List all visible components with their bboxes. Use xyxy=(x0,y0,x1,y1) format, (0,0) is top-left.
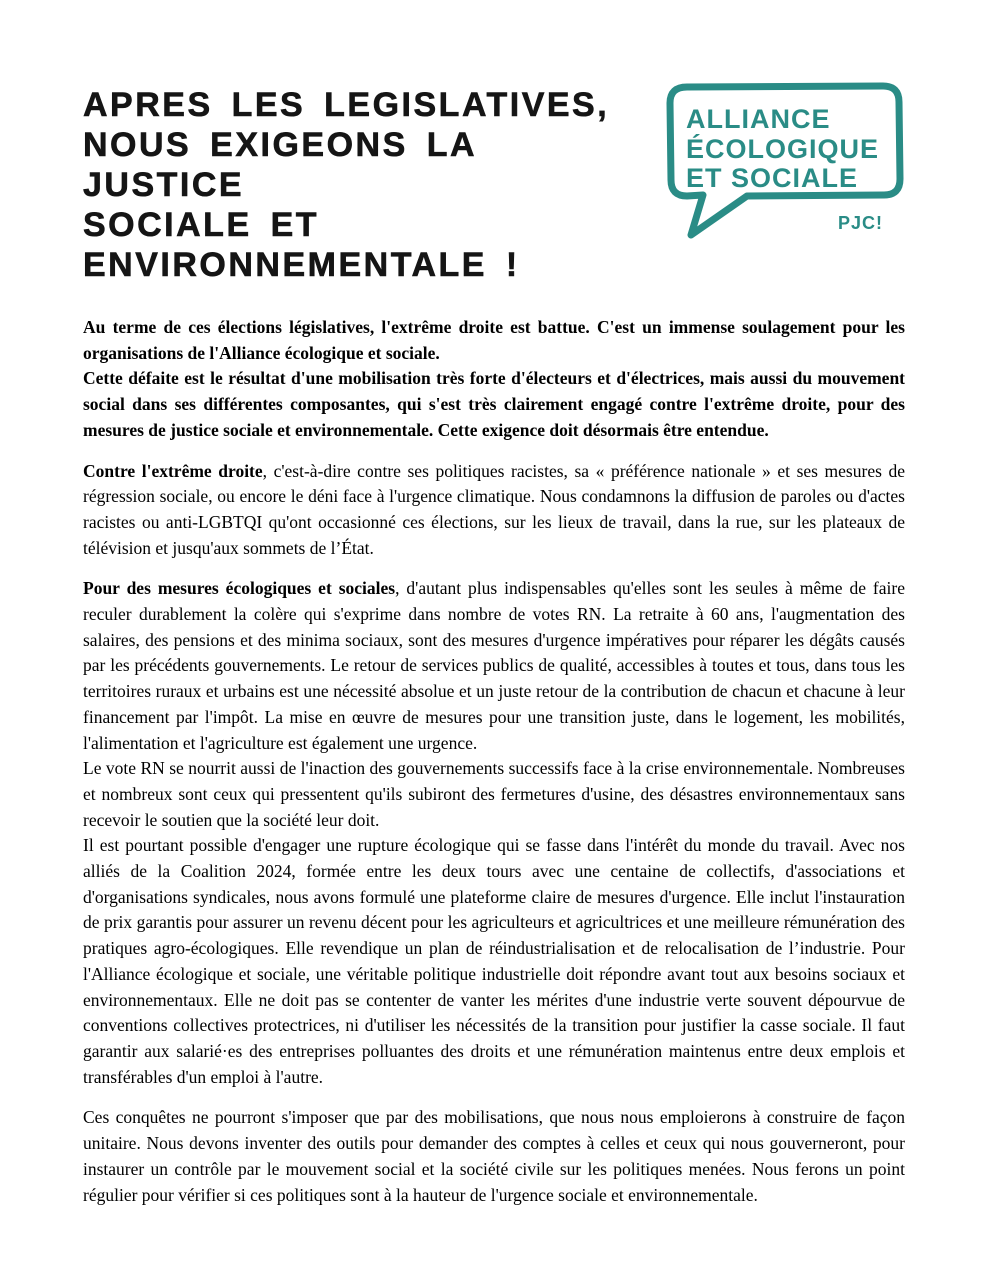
document-body xyxy=(83,315,905,1208)
title-line-2: NOUS EXIGEONS LA JUSTICE xyxy=(83,126,476,204)
paragraph-6-text: Il est pourtant possible d'engager une rupture écologique qui se fasse dans l'intérêt du monde du travail. Avec nos alliés de la Coalition 2024, formée entre les deux tours avec une centaine de collectifs, d'associations et d'organisations syndicales, nous avons formulé une plateforme claire de mesures d'urgence. Elle inclut l'instauration de prix garantis pour assurer un revenu décent pour les agriculteurs et agricultrices et une meilleure rémunération des pratiques agro-écologiques. Elle revendique un plan de réindustrialisation et de relocalisation de l’industrie. Pour l'Alliance écologique et sociale, une véritable politique industrielle doit répondre avant tout aux besoins sociaux et environnementaux. Elle ne doit pas se contenter de vanter les mérites d'une industrie verte souvent dépourvue de conventions collectives protectrices, ni d'utiliser les nécessités de la transition pour justifier la casse sociale. Il faut garantir aux salarié·es des entreprises polluantes des droits et une rémunération maintenus entre deux emplois et transférables d'un emploi à l'autre. xyxy=(83,835,905,1087)
title-line-3: SOCIALE ET xyxy=(83,206,320,244)
logo-line-3: ET SOCIALE xyxy=(686,163,859,193)
paragraph-3 xyxy=(83,459,905,562)
alliance-ecologique-et-sociale-logo xyxy=(665,81,905,243)
logo-line-1: ALLIANCE xyxy=(686,104,831,134)
paragraph-7-text: Ces conquêtes ne pourront s'imposer que par des mobilisations, que nous nous emploierons à construire de façon unitaire. Nous devons inventer des outils pour demander des comptes à celles et ceux qui nous gouverneront, pour instaurer un contrôle par le mouvement social et la société civile sur les politiques menées. Nous ferons un point régulier pour vérifier si ces politiques sont à la hauteur de l'urgence sociale et environnementale. xyxy=(83,1107,905,1205)
paragraph-2 xyxy=(83,366,905,443)
title-line-1: APRES LES LEGISLATIVES, xyxy=(83,86,610,124)
logo-tagline: PJC! xyxy=(838,213,884,233)
paragraph-5 xyxy=(83,756,905,833)
paragraph-2-text: Cette défaite est le résultat d'une mobilisation très forte d'électeurs et d'électrices, mais aussi du mouvement social dans ses différentes composantes, qui s'est très clairement engagé contre l'extrême droite, pour des mesures de justice sociale et environnementale. Cette exigence doit désormais être entendue. xyxy=(83,368,905,440)
paragraph-3-lead: Contre l'extrême droite xyxy=(83,460,263,481)
paragraph-7 xyxy=(83,1105,905,1208)
paragraph-3-text: , c'est-à-dire contre ses politiques racistes, sa « préférence nationale » et ses mesures de régression sociale, ou encore le déni face à l'urgence climatique. Nous condamnons la diffusion de paroles ou d'actes racistes ou anti-LGBTQI qu'ont occasionné ces élections, sur les lieux de travail, dans la rue, sur les plateaux de télévision et jusqu'aux sommets de l’État. xyxy=(83,460,905,558)
paragraph-1-text: Au terme de ces élections législatives, l'extrême droite est battue. C'est un immense soulagement pour les organisations de l'Alliance écologique et sociale. xyxy=(83,317,905,363)
paragraph-4-text: , d'autant plus indispensables qu'elles sont les seules à même de faire reculer durablement la colère qui s'exprime dans nombre de votes RN. La retraite à 60 ans, l'augmentation des salaires, des pensions et des minima sociaux, sont des mesures d'urgence impératives pour réparer les dégâts causés par les précédents gouvernements. Le retour de services publics de qualité, accessibles à toutes et tous, dans tous les territoires ruraux et urbains est une nécessité absolue et un juste retour de la contribution de chacun et chacune à leur financement par l'impôt. La mise en œuvre de mesures pour une transition juste, dans le logement, les mobilités, l'alimentation et l'agriculture est également une urgence. xyxy=(83,578,905,753)
page-title xyxy=(83,85,643,285)
paragraph-4 xyxy=(83,576,905,756)
paragraph-5-text: Le vote RN se nourrit aussi de l'inaction des gouvernements successifs face à la crise environnementale. Nombreuses et nombreux sont ceux qui pressentent qu'ils subiront des fermetures d'usine, des désastres environnementaux sans recevoir le soutien que la société leur doit. xyxy=(83,758,905,830)
paragraph-1 xyxy=(83,315,905,366)
document-header xyxy=(83,85,905,285)
title-line-4: ENVIRONNEMENTALE ! xyxy=(83,246,520,284)
paragraph-4-lead: Pour des mesures écologiques et sociales xyxy=(83,578,396,599)
paragraph-6 xyxy=(83,833,905,1090)
logo-line-2: ÉCOLOGIQUE xyxy=(686,134,880,164)
